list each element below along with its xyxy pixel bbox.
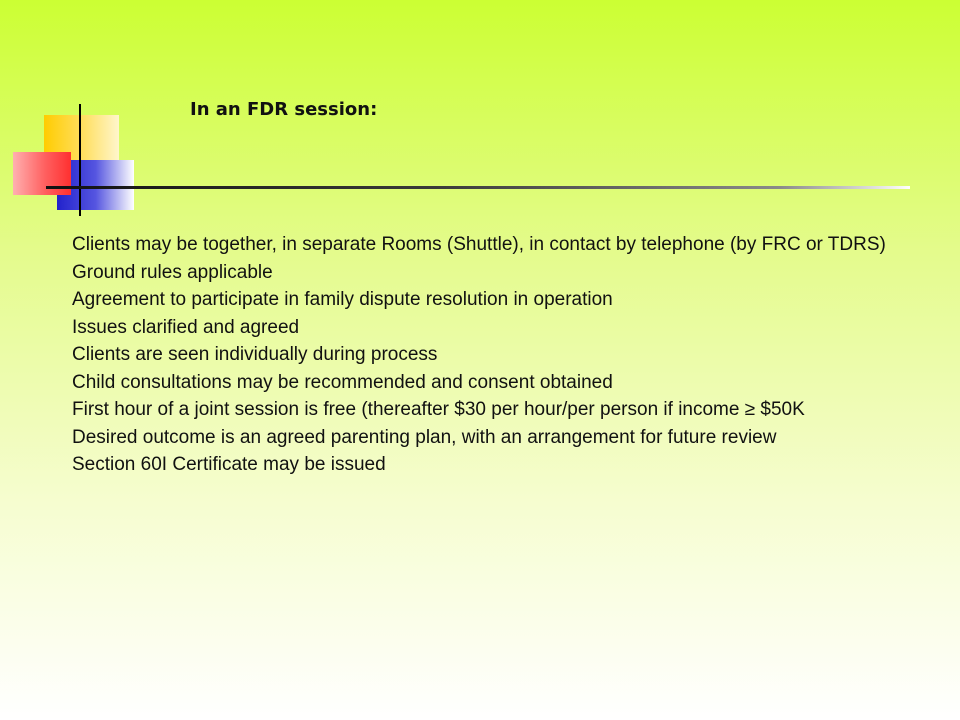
bullet-list — [72, 231, 902, 479]
bullet-item: Clients may be together, in separate Rooms (Shuttle), in contact by telephone (by FRC or TDRS) — [72, 234, 886, 255]
bullet-item: First hour of a joint session is free (thereafter $30 per hour/per person if income ≥ $50K — [72, 399, 805, 420]
bullet-item: Desired outcome is an agreed parenting plan, with an arrangement for future review — [72, 426, 777, 448]
title-underline-rule — [46, 186, 910, 189]
slide-title: In an FDR session: — [190, 99, 378, 120]
bullet-item: Ground rules applicable — [72, 261, 273, 283]
bullet-item: Issues clarified and agreed — [72, 316, 300, 338]
bullet-item: Agreement to participate in family dispute resolution in operation — [72, 289, 613, 310]
bullet-item: Child consultations may be recommended and consent obtained — [72, 371, 613, 393]
decorative-vertical-rule — [79, 104, 81, 216]
bullet-item: Clients are seen individually during process — [72, 344, 438, 365]
bullet-item: Section 60I Certificate may be issued — [72, 454, 386, 475]
